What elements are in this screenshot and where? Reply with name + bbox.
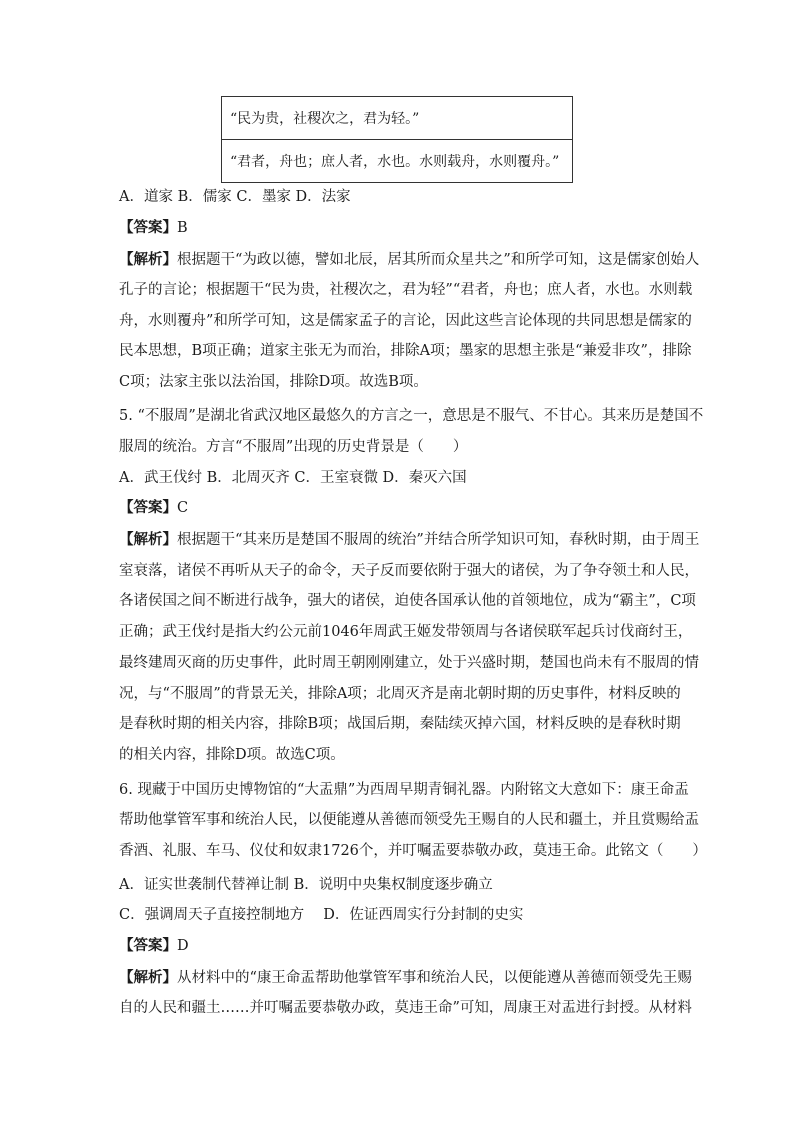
answer-label: 【答案】: [119, 937, 177, 954]
q4-analysis-line: C项；法家主张以法治国，排除D项。故选B项。: [119, 374, 428, 390]
q6-analysis-line: [119, 968, 692, 988]
q6-option-line: A．证实世袭制代替禅让制 B．说明中央集权制度逐步确立: [119, 877, 493, 893]
answer-value: D: [177, 938, 189, 954]
quote-row: [222, 140, 573, 183]
analysis-label: 【解析】: [119, 251, 177, 268]
analysis-label: 【解析】: [119, 969, 177, 986]
q5-analysis-line: 的相关内容，排除D项。故选C项。: [119, 747, 345, 763]
answer-value: C: [177, 500, 189, 516]
q4-analysis-line: 孔子的言论；根据题干“民为贵，社稷次之，君为轻”“君者，舟也；庶人者，水也。水则载: [119, 282, 693, 298]
answer-label: 【答案】: [119, 499, 177, 516]
q6-question-line: 帮助他掌管军事和统治人民，以便能遵从善德而领受先王赐自的人民和疆土，并且赏赐给盂: [119, 812, 699, 828]
q6-analysis-line: 自的人民和疆土……并叮嘱盂要恭敬办政，莫违王命”可知，周康王对盂进行封授。从材料: [119, 1000, 692, 1016]
q5-analysis-line: [119, 530, 699, 550]
q5-answer: [119, 498, 188, 518]
q5-analysis-line: 是春秋时期的相关内容，排除B项；战国后期，秦陆续灭掉六国，材料反映的是春秋时期: [119, 716, 681, 732]
q4-analysis-line: 舟，水则覆舟”和所学可知，这是儒家孟子的言论，因此这些言论体现的共同思想是儒家的: [119, 313, 692, 329]
analysis-label: 【解析】: [119, 531, 177, 548]
analysis-text: 根据题干“为政以德，譬如北辰，居其所而众星共之”和所学可知，这是儒家创始人: [177, 252, 700, 268]
answer-label: 【答案】: [119, 219, 177, 236]
q5-analysis-line: 各诸侯国之间不断进行战争，强大的诸侯，迫使各国承认他的首领地位，成为“霸主”，C项: [119, 593, 696, 609]
q6-question-line: 香酒、礼服、车马、仪仗和奴隶1726个，并叮嘱盂要恭敬办政，莫违王命。此铭文（ ）: [119, 843, 707, 859]
quote-cell: “民为贵，社稷次之，君为轻。”: [222, 97, 573, 140]
q5-analysis-line: 最终建周灭商的历史事件，此时周王朝刚刚建立，处于兴盛时期，楚国也尚未有不服周的情: [119, 655, 699, 671]
q5-question-line: 5. “不服周”是湖北省武汉地区最悠久的方言之一，意思是不服气、不甘心。其来历是楚国不: [119, 408, 704, 424]
q5-analysis-line: 正确；武王伐纣是指大约公元前1046年周武王姬发带领周与各诸侯联军起兵讨伐商纣王，: [119, 624, 693, 640]
q4-answer: [119, 218, 188, 238]
q6-option-line: C．强调周天子直接控制地方 D．佐证西周实行分封制的史实: [119, 907, 524, 923]
q4-analysis-line: [119, 250, 699, 270]
answer-value: B: [177, 220, 188, 236]
q5-options: A．武王伐纣 B．北周灭齐 C．王室衰微 D．秦灭六国: [119, 470, 467, 486]
quote-table: [221, 96, 573, 183]
q5-analysis-line: 况，与“不服周”的背景无关，排除A项；北周灭齐是南北朝时期的历史事件，材料反映的: [119, 686, 681, 702]
q5-question-line: 服周的统治。方言“不服周”出现的历史背景是（ ）: [119, 439, 468, 455]
analysis-text: 根据题干“其来历是楚国不服周的统治”并结合所学知识可知，春秋时期，由于周王: [177, 532, 700, 548]
quote-cell: “君者，舟也；庶人者，水也。水则载舟，水则覆舟。”: [222, 140, 573, 183]
quote-row: [222, 97, 573, 140]
q6-question-line: 6. 现藏于中国历史博物馆的“大盂鼎”为西周早期青铜礼器。内附铭文大意如下：康王命盂: [119, 782, 689, 798]
analysis-text: 从材料中的“康王命盂帮助他掌管军事和统治人民，以便能遵从善德而领受先王赐: [177, 970, 692, 986]
q4-options: A．道家 B．儒家 C．墨家 D．法家: [119, 189, 351, 205]
q4-analysis-line: 民本思想，B项正确；道家主张无为而治，排除A项；墨家的思想主张是“兼爱非攻”，排除: [119, 343, 692, 359]
q5-analysis-line: 室衰落，诸侯不再听从天子的命令，天子反而要依附于强大的诸侯，为了争夺领土和人民，: [119, 563, 699, 579]
q6-answer: [119, 936, 189, 956]
